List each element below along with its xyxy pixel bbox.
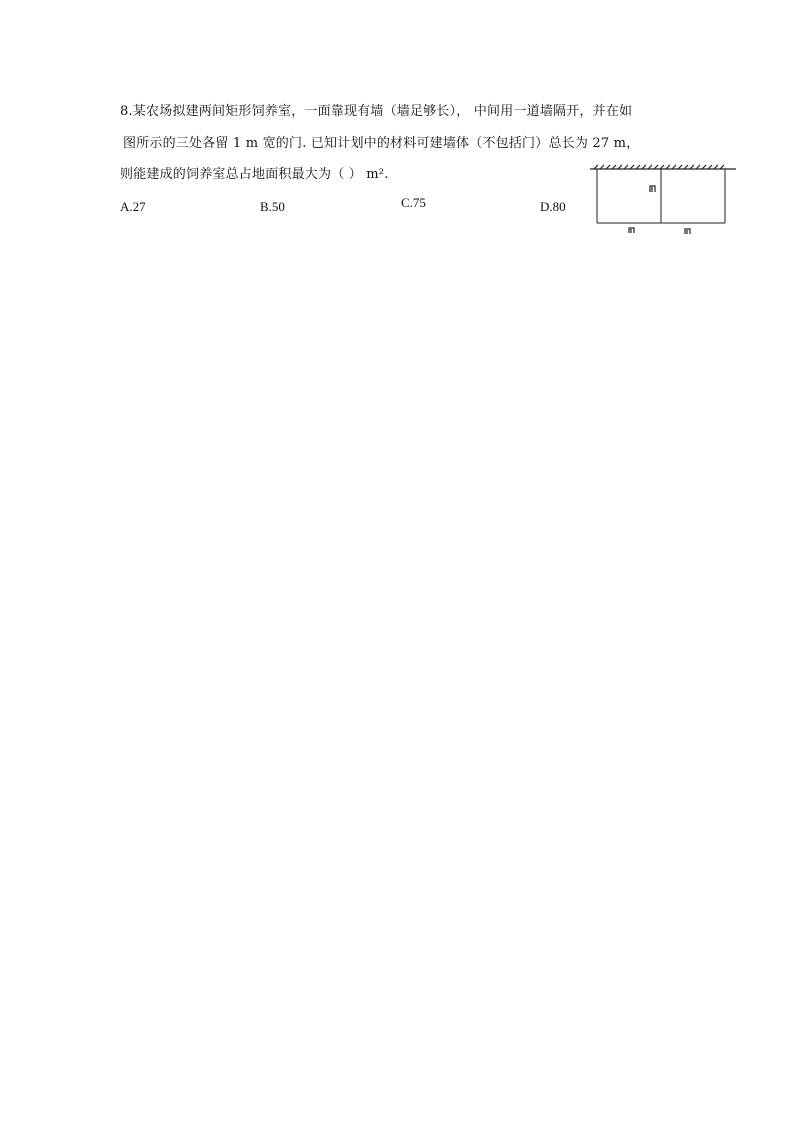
door-marker-icon (650, 186, 655, 192)
option-b: B.50 (260, 199, 285, 214)
option-d: D.80 (540, 199, 566, 214)
wall-hatch-icon (594, 165, 724, 169)
question-text-line-1: 8.某农场拟建两间矩形饲养室，一面靠现有墙（墙足够长）， 中间用一道墙隔开，并在如 (120, 104, 633, 119)
option-a: A.27 (120, 199, 146, 214)
question-text-line-2: 图所示的三处各留 1 m 宽的门. 已知计划中的材料可建墙体（不包括门）总长为 27 m， (123, 136, 640, 151)
door-marker-icon (629, 228, 634, 233)
door-marker-icon (685, 229, 690, 234)
enclosure-diagram (588, 136, 738, 240)
option-c: C.75 (401, 195, 426, 210)
question-text-line-3: 则能建成的饲养室总占地面积最大为（ ） m². (120, 167, 389, 182)
